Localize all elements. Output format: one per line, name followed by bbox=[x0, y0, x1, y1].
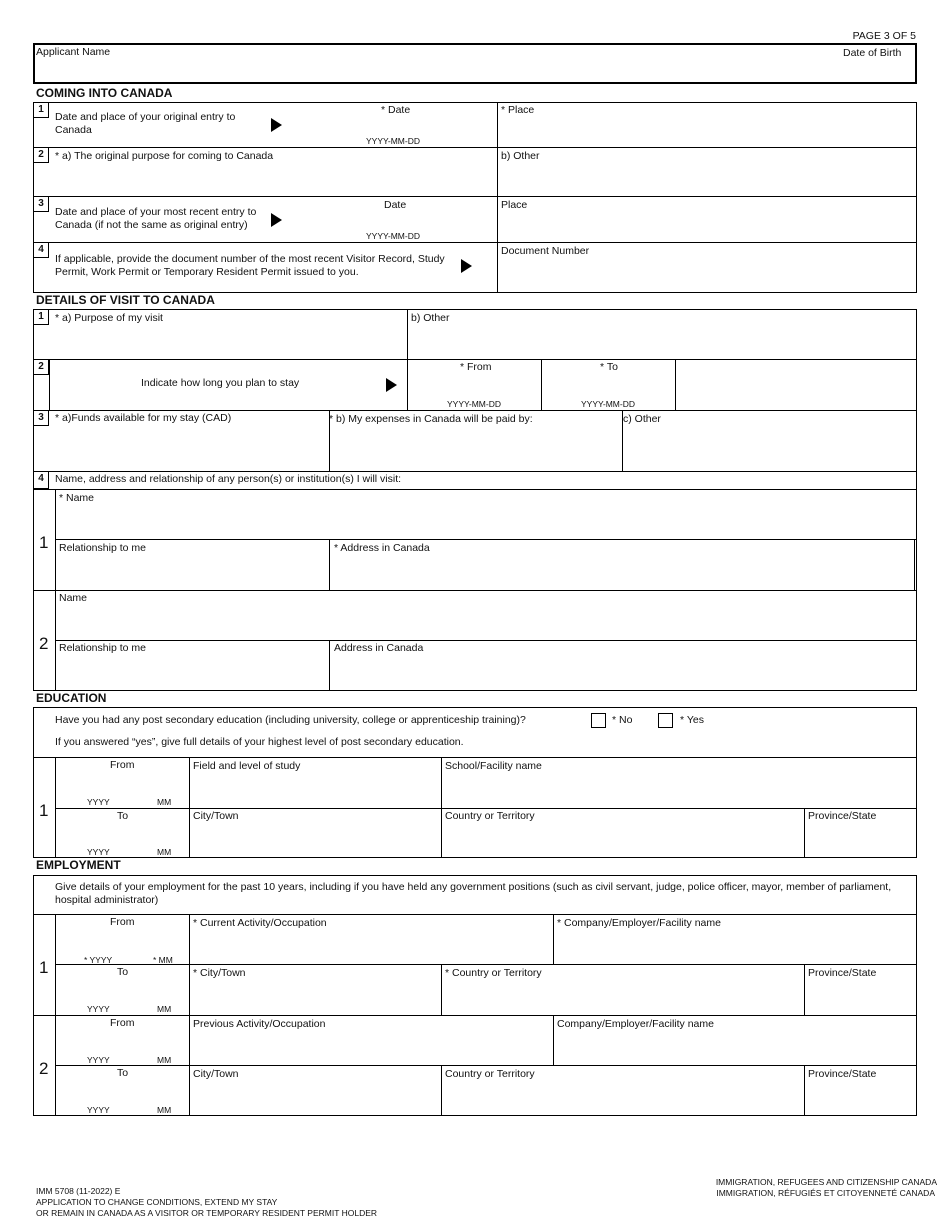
education-province-label: Province/State bbox=[808, 810, 877, 822]
person-2-address-field[interactable] bbox=[334, 657, 910, 687]
education-from-field[interactable] bbox=[60, 775, 185, 795]
arrow-right-icon bbox=[271, 213, 282, 227]
employment-city-label: City/Town bbox=[193, 1068, 239, 1080]
education-index: 1 bbox=[39, 801, 49, 820]
person-address-label: Address in Canada bbox=[334, 642, 424, 654]
education-from-label: From bbox=[110, 759, 135, 771]
funds-field[interactable] bbox=[55, 428, 325, 468]
education-yes-checkbox[interactable] bbox=[658, 713, 673, 728]
arrow-right-icon bbox=[461, 259, 472, 273]
document-info-label-2: Permit, Work Permit or Temporary Resident Permit issued to you. bbox=[55, 266, 359, 278]
row-number: 4 bbox=[33, 471, 49, 489]
applicant-name-label: Applicant Name bbox=[36, 46, 111, 58]
expenses-other-field[interactable] bbox=[626, 428, 912, 468]
person-address-label: * Address in Canada bbox=[334, 542, 430, 554]
date-format-hint: YYYY-MM-DD bbox=[366, 136, 420, 146]
month-hint: MM bbox=[157, 797, 172, 807]
applicant-name-field[interactable] bbox=[36, 60, 836, 82]
row-number: 1 bbox=[33, 102, 49, 118]
employment-2-country-select[interactable] bbox=[445, 1083, 800, 1113]
original-date-field[interactable] bbox=[300, 118, 490, 134]
recent-place-label: Place bbox=[501, 199, 528, 211]
person-name-label: Name bbox=[59, 592, 88, 604]
person-2-relationship-field[interactable] bbox=[59, 657, 325, 687]
dob-label: Date of Birth bbox=[843, 47, 902, 59]
person-1-address-field[interactable] bbox=[334, 557, 910, 587]
previous-company-label: Company/Employer/Facility name bbox=[557, 1018, 714, 1030]
document-number-field[interactable] bbox=[500, 260, 912, 288]
arrow-right-icon bbox=[271, 118, 282, 132]
form-code: IMM 5708 (11-2022) E bbox=[36, 1186, 121, 1196]
recent-place-field[interactable] bbox=[500, 213, 912, 239]
date-format-hint: YYYY-MM-DD bbox=[447, 399, 501, 409]
row-number: 3 bbox=[33, 196, 49, 212]
row-number: 2 bbox=[33, 359, 49, 375]
employment-to-label: To bbox=[117, 1067, 129, 1079]
school-name-field[interactable] bbox=[445, 775, 911, 805]
current-company-field[interactable] bbox=[557, 932, 912, 962]
employment-province-label: Province/State bbox=[808, 967, 877, 979]
month-hint: * MM bbox=[153, 955, 173, 965]
employment-to-label: To bbox=[117, 966, 129, 978]
person-index: 1 bbox=[39, 533, 49, 552]
employment-instruction: Give details of your employment for the past 10 years, including if you have held any government positions (such as civil servant, judge, police officer, mayor, member of parliament, hospital administrator) bbox=[55, 881, 892, 906]
employment-1-country-select[interactable] bbox=[445, 982, 800, 1012]
date-format-hint: YYYY-MM-DD bbox=[581, 399, 635, 409]
section-coming-title: COMING INTO CANADA bbox=[36, 86, 173, 100]
current-activity-label: * Current Activity/Occupation bbox=[193, 917, 327, 929]
employment-1-city-field[interactable] bbox=[193, 982, 437, 1012]
year-hint: YYYY bbox=[87, 1105, 110, 1115]
employment-city-label: * City/Town bbox=[193, 967, 246, 979]
person-2-name-field[interactable] bbox=[59, 607, 909, 637]
expenses-paid-select[interactable] bbox=[333, 428, 618, 468]
original-place-label: * Place bbox=[501, 104, 535, 116]
section-education-title: EDUCATION bbox=[36, 691, 107, 705]
education-to-field[interactable] bbox=[60, 826, 185, 846]
month-hint: MM bbox=[157, 1055, 172, 1065]
stay-from-field[interactable] bbox=[411, 375, 537, 397]
person-index: 2 bbox=[39, 634, 49, 653]
section-visit-title: DETAILS OF VISIT TO CANADA bbox=[36, 293, 215, 307]
current-company-label: * Company/Employer/Facility name bbox=[557, 917, 721, 929]
row-number: 3 bbox=[33, 410, 49, 426]
employment-from-label: From bbox=[110, 1017, 135, 1029]
date-format-hint: YYYY-MM-DD bbox=[366, 231, 420, 241]
person-relationship-label: Relationship to me bbox=[59, 542, 146, 554]
education-province-field[interactable] bbox=[808, 825, 912, 855]
person-1-relationship-field[interactable] bbox=[59, 557, 325, 587]
original-place-field[interactable] bbox=[500, 118, 912, 144]
year-hint: YYYY bbox=[87, 1055, 110, 1065]
document-info-label: If applicable, provide the document number of the most recent Visitor Record, Study bbox=[55, 253, 445, 265]
visit-purpose-other-field[interactable] bbox=[411, 327, 913, 356]
recent-entry-label-2: Canada (if not the same as original entry) bbox=[55, 219, 248, 231]
employment-index: 1 bbox=[39, 958, 49, 977]
field-of-study-label: Field and level of study bbox=[193, 760, 301, 772]
previous-company-field[interactable] bbox=[557, 1033, 912, 1063]
education-details-instruction: If you answered “yes”, give full details of your highest level of post secondary education. bbox=[55, 736, 464, 748]
stay-to-label: * To bbox=[600, 361, 618, 373]
employment-1-province-field[interactable] bbox=[808, 982, 912, 1012]
recent-date-field[interactable] bbox=[300, 213, 490, 229]
arrow-right-icon bbox=[386, 378, 397, 392]
funds-label: * a)Funds available for my stay (CAD) bbox=[55, 412, 232, 424]
person-relationship-label: Relationship to me bbox=[59, 642, 146, 654]
employment-2-to-field[interactable] bbox=[60, 1083, 185, 1103]
person-name-label: * Name bbox=[59, 492, 95, 504]
field-of-study-field[interactable] bbox=[193, 775, 437, 805]
document-number-label: Document Number bbox=[501, 245, 590, 257]
visit-purpose-other-label: b) Other bbox=[411, 312, 450, 324]
education-country-select[interactable] bbox=[445, 825, 800, 855]
employment-2-province-field[interactable] bbox=[808, 1083, 912, 1113]
education-to-label: To bbox=[117, 810, 129, 822]
employment-1-to-field[interactable] bbox=[60, 982, 185, 1002]
education-country-label: Country or Territory bbox=[445, 810, 535, 822]
original-purpose-select[interactable] bbox=[55, 165, 493, 193]
school-name-label: School/Facility name bbox=[445, 760, 542, 772]
recent-date-label: Date bbox=[384, 199, 407, 211]
expenses-other-label: c) Other bbox=[623, 413, 661, 425]
employment-2-city-field[interactable] bbox=[193, 1083, 437, 1113]
original-purpose-label: * a) The original purpose for coming to Canada bbox=[55, 150, 274, 162]
recent-entry-label: Date and place of your most recent entry to bbox=[55, 206, 257, 218]
visit-purpose-label: * a) Purpose of my visit bbox=[55, 312, 163, 324]
education-city-field[interactable] bbox=[193, 825, 437, 855]
department-name-fr: IMMIGRATION, RÉFUGIÉS ET CITOYENNETÉ CANADA bbox=[716, 1188, 935, 1198]
year-hint: YYYY bbox=[87, 1004, 110, 1014]
education-question: Have you had any post secondary education (including university, college or apprenticeship training)? bbox=[55, 714, 526, 726]
original-purpose-other-field[interactable] bbox=[500, 165, 912, 193]
row-number: 1 bbox=[33, 309, 49, 325]
employment-country-label: Country or Territory bbox=[445, 1068, 535, 1080]
department-name-en: IMMIGRATION, REFUGEES AND CITIZENSHIP CANADA bbox=[715, 1177, 937, 1187]
page-number: PAGE 3 OF 5 bbox=[852, 30, 916, 42]
stay-to-field[interactable] bbox=[545, 375, 671, 397]
year-hint: YYYY bbox=[87, 847, 110, 857]
dob-field[interactable] bbox=[843, 60, 913, 82]
employment-from-label: From bbox=[110, 916, 135, 928]
stay-from-label: * From bbox=[460, 361, 492, 373]
previous-activity-label: Previous Activity/Occupation bbox=[193, 1018, 326, 1030]
original-entry-label: Date and place of your original entry to bbox=[55, 111, 236, 123]
current-activity-select[interactable] bbox=[193, 932, 549, 962]
form-title-line-2: OR REMAIN IN CANADA AS A VISITOR OR TEMPORARY RESIDENT PERMIT HOLDER bbox=[36, 1208, 378, 1218]
person-1-name-field[interactable] bbox=[59, 507, 909, 537]
education-yes-label: * Yes bbox=[680, 714, 704, 726]
original-entry-label-2: Canada bbox=[55, 124, 92, 136]
month-hint: MM bbox=[157, 1004, 172, 1014]
employment-2-from-field[interactable] bbox=[60, 1033, 185, 1053]
original-purpose-other-label: b) Other bbox=[501, 150, 540, 162]
employment-province-label: Province/State bbox=[808, 1068, 877, 1080]
year-hint: YYYY bbox=[87, 797, 110, 807]
month-hint: MM bbox=[157, 1105, 172, 1115]
employment-index: 2 bbox=[39, 1059, 49, 1078]
persons-to-visit-label: Name, address and relationship of any person(s) or institution(s) I will visit: bbox=[55, 473, 402, 485]
education-no-checkbox[interactable] bbox=[591, 713, 606, 728]
education-city-label: City/Town bbox=[193, 810, 239, 822]
row-number: 4 bbox=[33, 242, 49, 258]
row-number: 2 bbox=[33, 147, 49, 163]
visit-purpose-select[interactable] bbox=[55, 327, 403, 356]
expenses-paid-label: * b) My expenses in Canada will be paid by: bbox=[329, 413, 533, 425]
year-hint: * YYYY bbox=[84, 955, 113, 965]
employment-1-from-field[interactable] bbox=[60, 932, 185, 952]
form-title-line-1: APPLICATION TO CHANGE CONDITIONS, EXTEND MY STAY bbox=[36, 1197, 278, 1207]
month-hint: MM bbox=[157, 847, 172, 857]
education-no-label: * No bbox=[612, 714, 633, 726]
section-employment-title: EMPLOYMENT bbox=[36, 858, 121, 872]
employment-country-label: * Country or Territory bbox=[445, 967, 542, 979]
previous-activity-select[interactable] bbox=[193, 1033, 549, 1063]
stay-duration-label: Indicate how long you plan to stay bbox=[141, 377, 300, 389]
original-date-label: * Date bbox=[381, 104, 411, 116]
